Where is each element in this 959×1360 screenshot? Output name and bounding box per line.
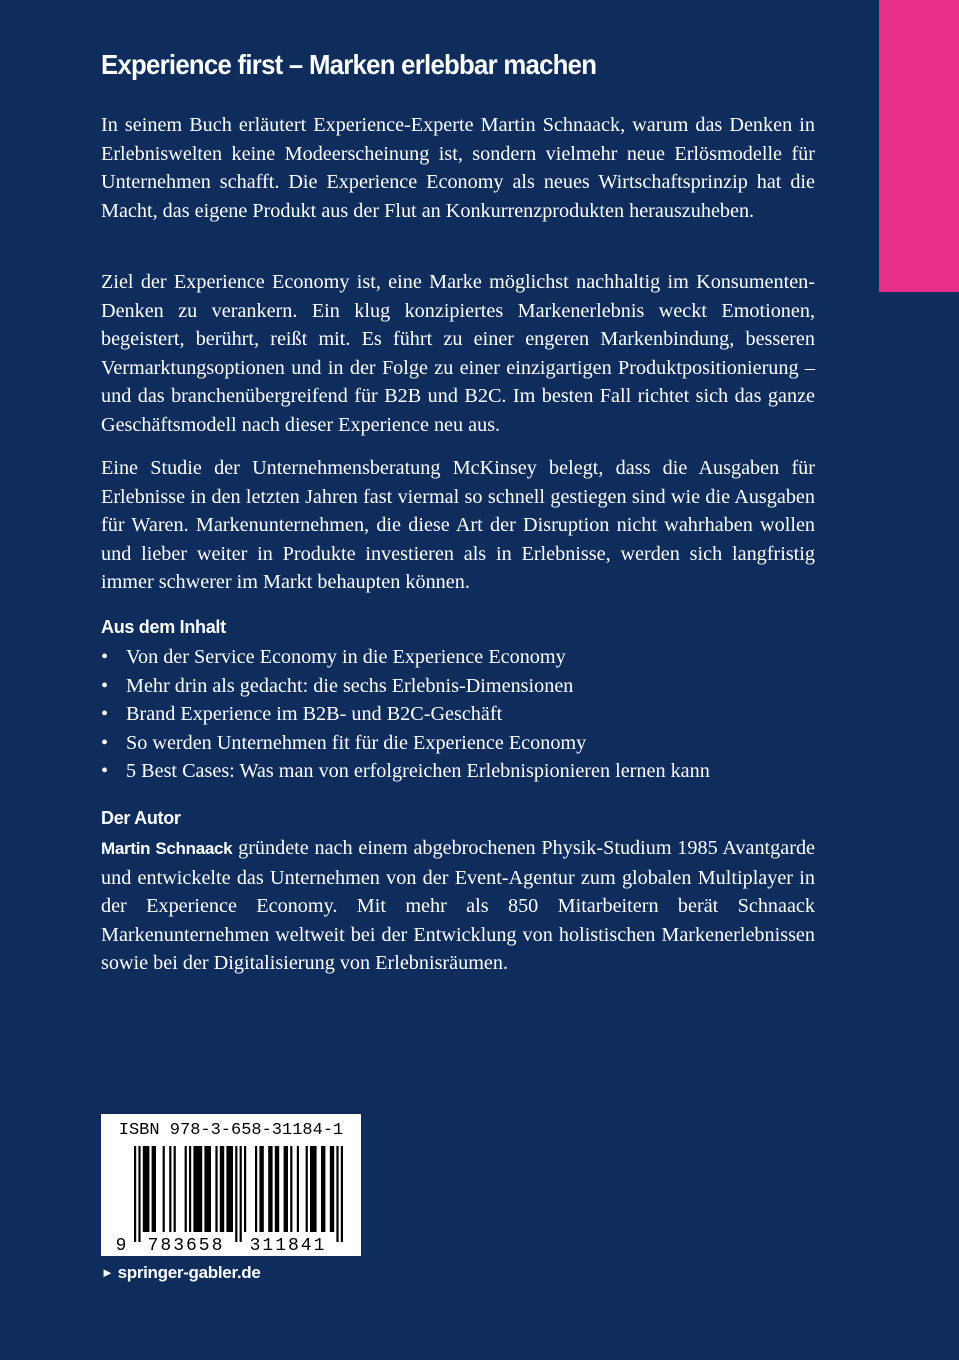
list-item <box>101 757 815 786</box>
study-paragraph: Eine Studie der Unternehmensberatung McKinsey belegt, dass die Ausgaben für Erlebnisse in den letzten Jahren fast viermal so schnell gestiegen sind wie die Ausgaben für Waren. Markenunternehmen, die diese Art der Disruption nicht wahrhaben wollen und lieber weiter in Produkte investieren als in Erlebnisse, werden sich langfristig immer schwerer im Markt behaupten können. <box>101 457 815 594</box>
barcode-bar <box>259 1146 263 1232</box>
author-bio <box>101 834 815 978</box>
barcode-guard-bar <box>235 1146 237 1242</box>
accent-color-bar <box>879 0 959 292</box>
barcode-guard-bar <box>138 1146 140 1242</box>
ean-left-digits: 783658 <box>147 1236 225 1256</box>
barcode-guard-bar <box>240 1146 242 1242</box>
bullet-icon: • <box>101 674 109 697</box>
list-item-text: Brand Experience im B2B- und B2C-Geschäft <box>126 703 503 726</box>
bullet-icon: • <box>101 731 109 754</box>
barcode-bar <box>284 1146 288 1232</box>
arrow-right-icon: ► <box>101 1265 114 1280</box>
barcode-bar <box>143 1146 150 1232</box>
list-item-text: So werden Unternehmen fit für die Experience Economy <box>126 731 587 754</box>
barcode-bar <box>185 1146 187 1232</box>
barcode-guard-bar <box>341 1146 343 1242</box>
barcode-bar <box>321 1146 325 1232</box>
list-item-text: Von der Service Economy in die Experience Economy <box>126 646 566 668</box>
barcode-guard-bar <box>336 1146 338 1242</box>
ean-first-digit: 9 <box>115 1236 127 1256</box>
list-item <box>101 729 815 758</box>
barcode-graphic <box>101 1114 361 1256</box>
barcode-bar <box>330 1146 334 1232</box>
barcode-bar <box>255 1146 257 1232</box>
list-item-text: Mehr drin als gedacht: die sechs Erlebnis-Dimensionen <box>126 674 574 697</box>
list-item-text: 5 Best Cases: Was man von erfolgreichen Erlebnispionieren lernen kann <box>126 760 710 783</box>
barcode-bar <box>220 1146 224 1232</box>
barcode-bar <box>204 1146 211 1232</box>
publisher-url: springer-gabler.de <box>117 1263 261 1282</box>
barcode-bar <box>163 1146 165 1232</box>
barcode-bar <box>174 1146 176 1232</box>
barcode-bar <box>169 1146 171 1232</box>
list-item <box>101 700 815 729</box>
bullet-icon: • <box>101 760 109 783</box>
author-heading: Der Autor <box>101 808 181 828</box>
contents-heading: Aus dem Inhalt <box>101 617 226 637</box>
barcode-bar <box>275 1146 279 1232</box>
barcode-bar <box>193 1146 202 1232</box>
barcode-bar <box>297 1146 299 1232</box>
barcode-guard-bar <box>134 1146 136 1242</box>
barcode-bar <box>268 1146 272 1232</box>
bullet-icon: • <box>101 703 109 726</box>
barcode-bar <box>189 1146 191 1232</box>
publisher-link[interactable] <box>101 1261 261 1285</box>
barcode-bars <box>134 1146 343 1242</box>
author-name: Martin Schnaack <box>101 839 233 858</box>
barcode-bar <box>244 1146 246 1232</box>
bullet-icon: • <box>101 646 109 668</box>
barcode-bar <box>152 1146 156 1232</box>
intro-paragraph: In seinem Buch erläutert Experience-Experte Martin Schnaack, warum das Denken in Erlebniswelten keine Modeerscheinung ist, sondern vielmehr neue Erlösmodelle für Unternehmen schafft. Die Experience Economy als neues Wirtschaftsprinzip hat die Macht, das eigene Produkt aus der Flut an Konkurrenzprodukten herauszuheben. <box>101 114 815 222</box>
isbn-number: ISBN 978-3-658-31184-1 <box>118 1121 344 1140</box>
goal-paragraph: Ziel der Experience Economy ist, eine Marke möglichst nachhaltig im Konsumenten-Denken zu verankern. Ein klug konzipiertes Markenerlebnis weckt Emotionen, begeistert, berührt, reißt mit. Es führt zu einer engeren Markenbindung, besseren Vermarktungsoptionen und in der Folge zu einer einzigartigen Produktpositionierung – und das branchenübergreifend für B2B und B2C. Im besten Fall richtet sich das ganze Geschäftsmodell nach dieser Experience neu aus. <box>101 271 815 436</box>
contents-list <box>101 643 815 786</box>
author-bio-text: gründete nach einem abgebrochenen Physik-Studium 1985 Avantgarde und entwickelte das Unternehmen von der Event-Agentur zum globalen Multiplayer in der Experience Economy. Mit mehr als 850 Mitarbeitern berät Schnaack Markenunternehmen weltweit bei der Entwicklung von holistischen Markenerlebnissen sowie bei der Digitalisierung von Erlebnisräumen. <box>101 837 815 975</box>
barcode-bar <box>310 1146 317 1232</box>
barcode-bar <box>226 1146 233 1232</box>
isbn-barcode <box>101 1114 361 1256</box>
barcode-bar <box>215 1146 217 1232</box>
ean-right-digits: 311841 <box>249 1236 327 1256</box>
book-title: Experience first – Marken erlebbar machen <box>101 49 597 80</box>
barcode-bar <box>306 1146 308 1232</box>
barcode-bar <box>290 1146 292 1232</box>
list-item <box>101 643 815 672</box>
list-item <box>101 672 815 701</box>
